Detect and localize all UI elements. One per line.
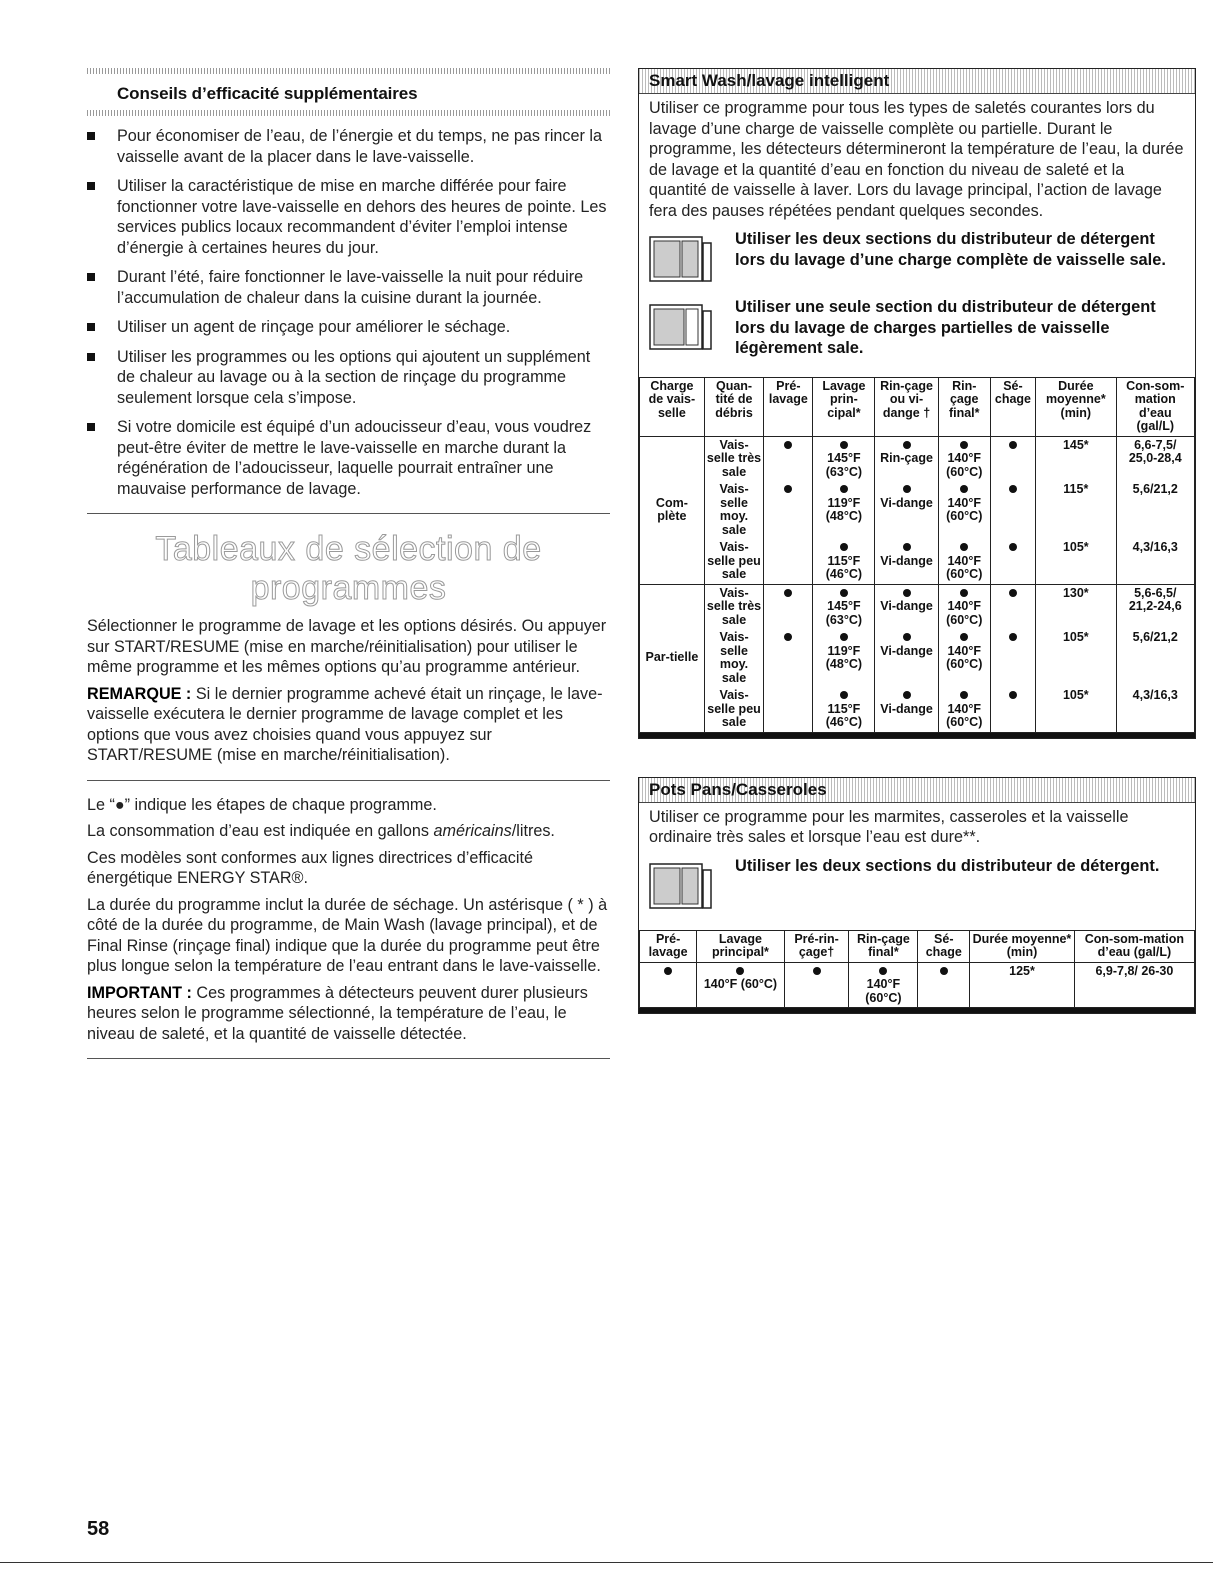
table-cell — [938, 481, 990, 539]
column-header: Con-som-mation d’eau (gal/L) — [1074, 930, 1194, 962]
divider-hatch — [87, 110, 610, 116]
table-bottom-bar — [639, 733, 1195, 738]
water-usage: 5,6/21,2 — [1116, 629, 1194, 687]
smart-wash-title: Smart Wash/lavage intelligent — [639, 69, 1195, 94]
column-header: Lavage prin-cipal* — [813, 377, 875, 436]
cycle-time: 105* — [1036, 687, 1116, 732]
step-dot-icon — [840, 633, 848, 641]
table-cell — [875, 539, 938, 584]
step-dot-icon — [960, 485, 968, 493]
table-cell — [764, 629, 813, 687]
table-cell — [990, 687, 1035, 732]
step-dot-icon — [903, 441, 911, 449]
step-dot-icon — [840, 691, 848, 699]
detergent-instruction-one — [649, 297, 1185, 359]
step-dot-icon — [664, 967, 672, 975]
cell-text: Vi-dange — [880, 701, 933, 716]
table-cell — [813, 539, 875, 584]
step-dot-icon — [960, 441, 968, 449]
step-dot-icon — [840, 441, 848, 449]
column-header: Con-som-mation d’eau (gal/L) — [1116, 377, 1194, 436]
bullet-square-icon — [87, 423, 95, 431]
bullet-square-icon — [87, 323, 95, 331]
cycle-time: 105* — [1036, 629, 1116, 687]
tips-list — [87, 126, 610, 499]
table-cell — [938, 584, 990, 629]
pots-pans-title: Pots Pans/Casseroles — [639, 778, 1195, 803]
page-bottom-rule — [0, 1562, 1213, 1563]
step-dot-icon — [903, 589, 911, 597]
table-cell — [990, 481, 1035, 539]
water-usage: 5,6-6,5/ 21,2-24,6 — [1116, 584, 1194, 629]
tip-text: Utiliser un agent de rinçage pour améliorer le séchage. — [117, 318, 511, 336]
tip-item — [87, 417, 610, 499]
table-cell — [938, 629, 990, 687]
table-cell — [938, 436, 990, 481]
tip-text: Si votre domicile est équipé d’un adoucisseur d’eau, vous voudrez peut-être éviter de mettre le lave-vaisselle en marche durant la régénération de l’adoucisseur, laquelle pourrait entraîner une mauvaise performance de lavage. — [117, 418, 592, 498]
table-cell — [990, 584, 1035, 629]
important-paragraph — [87, 983, 610, 1045]
cycle-time: 130* — [1036, 584, 1116, 629]
remarque-text: Si le dernier programme achevé était un rinçage, le lave-vaisselle exécutera le dernier programme de lavage complet et les options que vous avez choisies quand vous appuyez sur START/RESUME (mise en marche/réinitialisation). — [87, 684, 603, 764]
tip-text: Utiliser la caractéristique de mise en marche différée pour faire fonctionner votre lave-vaisselle en dehors des heures de pointe. Les services publics locaux recommandent d’éviter l’emploi intense d’énergie à certaines heures du jour. — [117, 177, 607, 257]
step-dot-icon — [903, 633, 911, 641]
pots-pans-table — [639, 930, 1195, 1009]
step-dot-icon — [784, 589, 792, 597]
step-dot-icon — [784, 485, 792, 493]
soil-level: Vais-selle peu sale — [704, 687, 763, 732]
table-cell — [990, 629, 1035, 687]
cycle-time: 145* — [1036, 436, 1116, 481]
table-row — [640, 687, 1195, 732]
tip-item — [87, 347, 610, 409]
step-dot-icon — [940, 967, 948, 975]
table-cell — [990, 539, 1035, 584]
table-row — [640, 539, 1195, 584]
smart-wash-box — [638, 68, 1196, 739]
table-cell — [990, 436, 1035, 481]
column-header: Pré-lavage — [640, 930, 697, 962]
step-dot-icon — [1009, 691, 1017, 699]
step-dot-icon — [960, 589, 968, 597]
step-dot-icon — [960, 543, 968, 551]
page-number: 58 — [87, 1518, 110, 1540]
tip-item — [87, 317, 610, 338]
step-dot-icon — [1009, 633, 1017, 641]
cell-text: 140°F (60°C) — [946, 701, 983, 729]
water-note — [87, 821, 610, 842]
step-dot-icon — [840, 589, 848, 597]
water-usage: 6,6-7,5/ 25,0-28,4 — [1116, 436, 1194, 481]
cell-text: 119°F (48°C) — [825, 643, 863, 671]
column-header: Rin-çage final* — [938, 377, 990, 436]
step-dot-icon — [903, 543, 911, 551]
cell-text: 140°F (60°C) — [946, 643, 983, 671]
tip-text: Utiliser les programmes ou les options qui ajoutent un supplément de chaleur au lavage ou à la section de rinçage du programme seulement lorsque cela s’impose. — [117, 347, 591, 407]
water-usage: 6,9-7,8/ 26-30 — [1074, 962, 1194, 1008]
column-header: Sé-chage — [990, 377, 1035, 436]
cell-text: 145°F (63°C) — [825, 599, 863, 627]
column-header: Lavage principal* — [697, 930, 784, 962]
cycle-time: 125* — [970, 962, 1075, 1008]
important-label: IMPORTANT : — [87, 983, 192, 1002]
step-dot-icon — [840, 543, 848, 551]
tip-text: Pour économiser de l’eau, de l’énergie et du temps, ne pas rincer la vaisselle avant de la placer dans le lave-vaisselle. — [117, 127, 603, 166]
table-cell — [813, 687, 875, 732]
step-dot-icon — [1009, 589, 1017, 597]
column-header: Pré-rin-çage† — [784, 930, 849, 962]
divider — [87, 1058, 610, 1059]
duration-note: La durée du programme inclut la durée de séchage. Un astérisque ( * ) à côté de la durée du programme, de Main Wash (lavage principal), et de Final Rinse (rinçage final) indique que la durée du programme peut être plus longue selon la température de l’eau entrant dans le lave-vaisselle. — [87, 895, 608, 975]
cell-text: Vi-dange — [880, 643, 933, 658]
right-column — [638, 68, 1196, 1014]
step-dot-icon — [784, 633, 792, 641]
table-cell — [813, 436, 875, 481]
divider — [87, 513, 610, 514]
water-usage: 5,6/21,2 — [1116, 481, 1194, 539]
water-note-b: /litres. — [511, 822, 555, 840]
table-cell — [764, 436, 813, 481]
remarque-label: REMARQUE : — [87, 684, 192, 703]
cell-text: 115°F (46°C) — [825, 701, 863, 729]
step-dot-icon — [784, 441, 792, 449]
pots-pans-description: Utiliser ce programme pour les marmites, casseroles et la vaisselle ordinaire très sales et lorsque l’eau est dure**. — [649, 807, 1129, 846]
cell-text: 145°F (63°C) — [825, 451, 863, 479]
left-column — [87, 68, 610, 1073]
divider-hatch — [87, 68, 610, 74]
water-note-italic: américains — [433, 822, 512, 840]
cell-text: Rin-çage — [880, 451, 933, 465]
cell-text: 140°F (60°C) — [946, 599, 983, 627]
table-cell — [918, 962, 970, 1008]
soil-level: Vais-selle peu sale — [704, 539, 763, 584]
table-cell — [813, 481, 875, 539]
step-dot-icon — [1009, 485, 1017, 493]
step-dot-icon — [960, 691, 968, 699]
detergent-instruction-both-text: Utiliser les deux sections du distributeur de détergent lors du lavage d’une charge complète de vaisselle sale. — [735, 230, 1166, 269]
soil-level: Vais-selle moy. sale — [704, 629, 763, 687]
tips-title: Conseils d’efficacité supplémentaires — [117, 84, 418, 103]
table-cell — [875, 629, 938, 687]
table-cell — [784, 962, 849, 1008]
tip-item — [87, 126, 610, 167]
dispenser-both-icon — [649, 860, 713, 912]
cell-text: 140°F (60°C) — [703, 977, 778, 991]
cell-text: 115°F (46°C) — [825, 553, 863, 581]
column-header: Rin-çage ou vi-dange † — [875, 377, 938, 436]
tables-title: Tableaux de sélection de programmes — [155, 530, 542, 607]
table-cell — [938, 539, 990, 584]
table-cell — [875, 481, 938, 539]
cell-text: Vi-dange — [880, 553, 933, 568]
energy-note: Ces modèles sont conformes aux lignes directrices d’efficacité énergétique ENERGY STAR®. — [87, 848, 533, 887]
table-cell — [875, 436, 938, 481]
soil-level: Vais-selle moy. sale — [704, 481, 763, 539]
step-dot-icon — [903, 485, 911, 493]
column-header: Pré-lavage — [764, 377, 813, 436]
table-cell — [849, 962, 918, 1008]
cell-text: 140°F (60°C) — [946, 451, 983, 479]
table-row — [640, 481, 1195, 539]
load-label: Com-plète — [640, 436, 705, 584]
cell-text: 119°F (48°C) — [825, 495, 863, 523]
cell-text: Vi-dange — [880, 495, 933, 510]
table-cell — [813, 584, 875, 629]
tip-item — [87, 176, 610, 258]
water-usage: 4,3/16,3 — [1116, 539, 1194, 584]
cycle-time: 105* — [1036, 539, 1116, 584]
tip-item — [87, 267, 610, 308]
smart-wash-table — [639, 377, 1195, 733]
table-row — [640, 584, 1195, 629]
step-dot-icon — [960, 633, 968, 641]
table-cell — [938, 687, 990, 732]
bullet-square-icon — [87, 353, 95, 361]
cell-text: 140°F (60°C) — [946, 495, 983, 523]
soil-level: Vais-selle très sale — [704, 584, 763, 629]
remarque-paragraph — [87, 684, 610, 766]
load-label: Par-tielle — [640, 584, 705, 732]
bullet-square-icon — [87, 273, 95, 281]
table-bottom-bar — [639, 1008, 1195, 1013]
step-dot-icon — [813, 967, 821, 975]
select-paragraph: Sélectionner le programme de lavage et les options désirés. Ou appuyer sur START/RESUME (mise en marche/réinitialisation) pour utiliser le même programme et les mêmes options qu’au programme antérieur. — [87, 617, 607, 676]
step-dot-icon — [1009, 441, 1017, 449]
detergent-instruction-one-text: Utiliser une seule section du distributeur de détergent lors du lavage de charges partielles de vaisselle légèrement sale. — [735, 298, 1156, 357]
step-dot-icon — [736, 967, 744, 975]
step-dot-icon — [903, 691, 911, 699]
cell-text: 140°F (60°C) — [865, 977, 902, 1005]
water-note-a: La consommation d’eau est indiquée en gallons — [87, 822, 434, 840]
detergent-instruction-pots — [649, 856, 1185, 912]
step-dot-icon — [840, 485, 848, 493]
table-cell — [764, 687, 813, 732]
table-cell — [764, 481, 813, 539]
cycle-time: 115* — [1036, 481, 1116, 539]
cell-text: 140°F (60°C) — [946, 553, 983, 581]
table-row — [640, 962, 1195, 1008]
column-header: Sé-chage — [918, 930, 970, 962]
table-row — [640, 436, 1195, 481]
water-usage: 4,3/16,3 — [1116, 687, 1194, 732]
bullet-square-icon — [87, 132, 95, 140]
column-header: Durée moyenne* (min) — [970, 930, 1075, 962]
dispenser-both-icon — [649, 233, 713, 285]
column-header: Durée moyenne* (min) — [1036, 377, 1116, 436]
table-row — [640, 629, 1195, 687]
table-cell — [875, 687, 938, 732]
important-text: Ces programmes à détecteurs peuvent durer plusieurs heures selon le programme sélectionné, la température de l’eau, le niveau de saleté, et la quantité de vaisselle détectée. — [87, 983, 588, 1043]
tip-text: Durant l’été, faire fonctionner le lave-vaisselle la nuit pour réduire l’accumulation de chaleur dans la cuisine durant la journée. — [117, 268, 584, 307]
soil-level: Vais-selle très sale — [704, 436, 763, 481]
table-cell — [697, 962, 784, 1008]
column-header: Charge de vais-selle — [640, 377, 705, 436]
bullet-square-icon — [87, 182, 95, 190]
pots-pans-box — [638, 777, 1196, 1015]
detergent-instruction-pots-text: Utiliser les deux sections du distributeur de détergent. — [735, 856, 1160, 875]
column-header: Quan-tité de débris — [704, 377, 763, 436]
table-cell — [764, 584, 813, 629]
step-dot-icon — [879, 967, 887, 975]
dot-note: Le “●” indique les étapes de chaque programme. — [87, 795, 437, 814]
table-cell — [640, 962, 697, 1008]
smart-wash-description: Utiliser ce programme pour tous les types de saletés courantes lors du lavage d’une charge de vaisselle complète ou partielle. Durant le programme, les détecteurs détermineront la température de l’eau, la durée de lavage et la quantité d’eau en fonction du niveau de saleté et la quantité de vaisselle à laver. Lors du lavage principal, l’action de lavage fera des pauses répétées pendant quelques secondes. — [649, 99, 1184, 220]
cell-text: Vi-dange — [880, 599, 933, 613]
table-cell — [813, 629, 875, 687]
table-cell — [875, 584, 938, 629]
column-header: Rin-çage final* — [849, 930, 918, 962]
divider — [87, 780, 610, 781]
step-dot-icon — [1009, 543, 1017, 551]
table-cell — [764, 539, 813, 584]
dispenser-one-icon — [649, 301, 713, 353]
detergent-instruction-both — [649, 229, 1185, 285]
